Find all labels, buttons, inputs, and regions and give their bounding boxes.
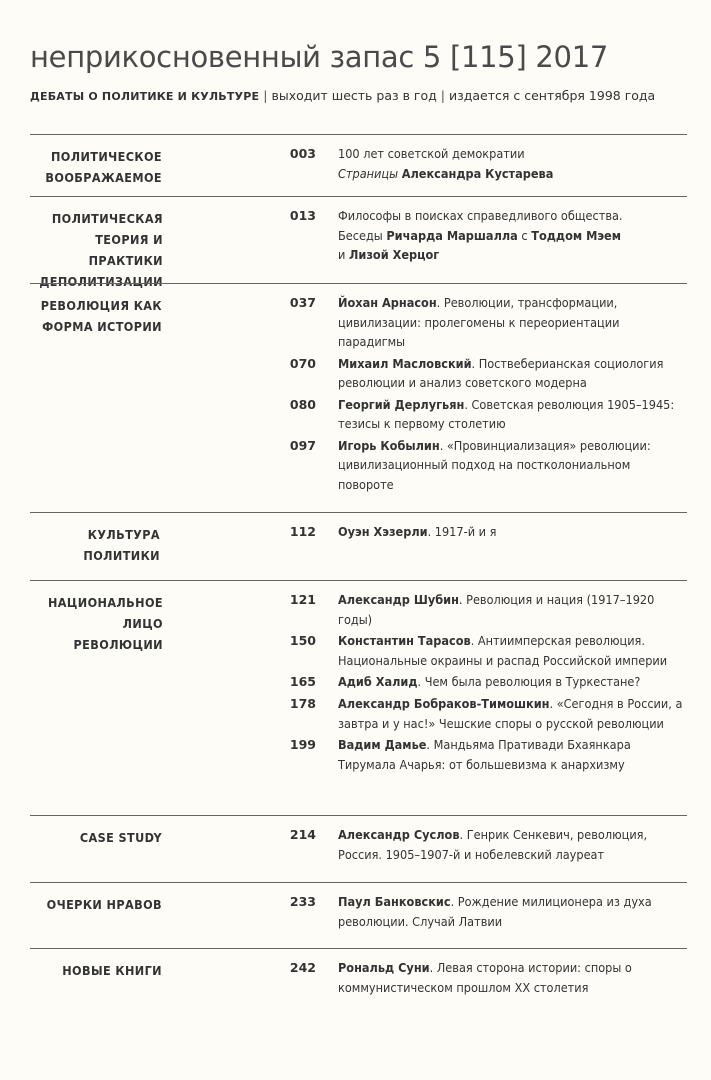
- entry-author: Александр Суслов: [338, 827, 460, 842]
- entry-title: 100 лет советской демократии: [338, 146, 525, 161]
- page-number: 112: [289, 524, 316, 539]
- entry-text: [338, 293, 687, 352]
- page-number: 070: [289, 355, 316, 371]
- entry-title: . Поствеберианская социология революции и анализ советского модерна: [338, 355, 664, 390]
- toc-entry[interactable]: [30, 293, 687, 352]
- entry-title: . 1917-й и я: [427, 524, 497, 539]
- toc-section: [30, 815, 687, 882]
- entry-author: Рональд Суни: [338, 960, 430, 975]
- entry-author: Ричарда Маршалла: [386, 227, 518, 243]
- entry-italic: Страницы: [338, 165, 399, 181]
- page-number: 013: [289, 208, 316, 223]
- toc-entry[interactable]: [30, 672, 687, 692]
- page-number: 097: [289, 437, 316, 453]
- entry-title: . «Провинциализация» революции: цивилизационный подход на постколониальном повороте: [338, 437, 651, 492]
- entry-title: . Мандьяма Пративади Бхаянкара Тирумала Ачарья: от большевизма к анархизму: [338, 737, 631, 772]
- entry-author: Паул Банковскис: [338, 894, 451, 909]
- entry-author: Вадим Дамье: [338, 737, 427, 752]
- entry-text: [338, 892, 687, 931]
- subtitle-frequency: выходит шесть раз в год: [271, 88, 437, 103]
- page-number: 214: [289, 827, 316, 842]
- entry-text: [338, 694, 687, 733]
- subtitle-tagline: ДЕБАТЫ О ПОЛИТИКЕ И КУЛЬТУРЕ: [30, 90, 260, 103]
- entry-author: Александр Шубин: [338, 592, 459, 607]
- subtitle-separator: |: [263, 88, 268, 103]
- toc-entry[interactable]: [30, 436, 687, 495]
- entry-author: Георгий Дерлугьян: [338, 396, 465, 412]
- entry-author: Константин Тарасов: [338, 633, 471, 648]
- entry-author: Игорь Кобылин: [338, 437, 440, 453]
- page-number: 121: [289, 592, 316, 607]
- entry-text: [338, 395, 687, 434]
- entry-title: . «Сегодня в России, а завтра и у нас!» Чешские споры о русской революции: [338, 696, 683, 731]
- toc-entry[interactable]: [30, 694, 687, 733]
- entry-author: Йохан Арнасон: [338, 295, 437, 310]
- entry-text: [338, 958, 687, 997]
- entry-conjunction: с: [521, 227, 528, 243]
- section-title: ПОЛИТИЧЕСКОЕ ВООБРАЖАЕМОЕ: [45, 149, 162, 185]
- entry-title: . Генрик Сенкевич, революция, Россия. 1905–1907-й и нобелевский лауреат: [338, 827, 648, 862]
- entry-title: . Левая сторона истории: споры о коммунистическом прошлом XX столетия: [338, 960, 632, 995]
- entry-text: [338, 206, 687, 265]
- toc-entry[interactable]: [30, 958, 687, 997]
- entry-author: Оуэн Хэзерли: [338, 524, 428, 539]
- table-of-contents: [30, 134, 687, 1008]
- section-title: ПОЛИТИЧЕСКАЯ ТЕОРИЯ И ПРАКТИКИ ДЕПОЛИТИЗАЦИИ: [39, 211, 163, 289]
- toc-entry[interactable]: [30, 590, 687, 629]
- toc-entry[interactable]: [30, 825, 687, 864]
- section-title: НОВЫЕ КНИГИ: [62, 963, 162, 978]
- section-title: ОЧЕРКИ НРАВОВ: [46, 897, 162, 912]
- section-title: НАЦИОНАЛЬНОЕ ЛИЦО РЕВОЛЮЦИИ: [48, 595, 163, 652]
- section-title: РЕВОЛЮЦИЯ КАК ФОРМА ИСТОРИИ: [40, 298, 162, 334]
- page-number: 150: [289, 633, 316, 648]
- page-number: 037: [289, 295, 316, 310]
- page-number: 165: [289, 674, 316, 689]
- entry-author: Адиб Халид: [338, 674, 418, 689]
- subtitle-separator: |: [440, 88, 445, 103]
- entry-text: [338, 735, 687, 774]
- entry-author: Тоддом Мэем: [531, 227, 622, 243]
- page-number: 199: [289, 737, 316, 752]
- toc-entry[interactable]: [30, 892, 687, 931]
- toc-section: [30, 580, 687, 815]
- entry-title: . Революции, трансформации, цивилизации: пролегомены к переориентации парадигмы: [338, 295, 620, 349]
- toc-entry[interactable]: [30, 206, 687, 265]
- entry-title: . Чем была революция в Туркестане?: [417, 674, 641, 689]
- toc-section: [30, 196, 687, 289]
- entry-author: Александр Бобраков-Тимошкин: [338, 696, 550, 711]
- entry-author: Михаил Масловский: [338, 355, 472, 371]
- toc-section: [30, 882, 687, 948]
- toc-section: [30, 948, 687, 1008]
- entry-author: Лизой Херцог: [348, 247, 440, 262]
- entry-title: . Советская революция 1905–1945: тезисы к первому столетию: [338, 396, 675, 431]
- page-number: 233: [289, 894, 316, 909]
- toc-entry[interactable]: [30, 395, 687, 434]
- page-number: 003: [289, 146, 316, 161]
- subtitle-since: издается с сентября 1998 года: [448, 88, 656, 103]
- toc-entry[interactable]: [30, 354, 687, 393]
- entry-text: [338, 672, 687, 692]
- entry-text: [338, 522, 687, 542]
- page-number: 242: [289, 960, 316, 975]
- entry-text: [338, 354, 687, 393]
- entry-text: [338, 144, 687, 183]
- entry-title: . Рождение милиционера из духа революции. Случай Латвии: [338, 894, 652, 929]
- entry-author: Александра Кустарева: [401, 165, 554, 181]
- toc-entry[interactable]: [30, 735, 687, 774]
- toc-entry[interactable]: [30, 144, 687, 183]
- section-title: CASE STUDY: [79, 830, 162, 845]
- entry-title: . Революция и нация (1917–1920 годы): [338, 592, 655, 627]
- entry-title: . Антиимперская революция. Национальные окраины и распад Российской империи: [338, 633, 668, 668]
- page-number: 178: [289, 696, 316, 711]
- entry-prefix: Беседы: [338, 227, 383, 243]
- toc-section: [30, 134, 687, 196]
- toc-entry[interactable]: [30, 631, 687, 670]
- entry-text: [338, 436, 687, 495]
- journal-title: неприкосновенный запас 5 [115] 2017: [30, 40, 608, 74]
- journal-subtitle: [30, 88, 655, 103]
- entry-text: [338, 631, 687, 670]
- toc-section: [30, 512, 687, 580]
- page-number: 080: [289, 396, 316, 412]
- entry-text: [338, 590, 687, 629]
- toc-section: [30, 283, 687, 512]
- entry-text: [338, 825, 687, 864]
- entry-title: Философы в поисках справедливого общества.: [338, 208, 623, 223]
- entry-conjunction: и: [338, 247, 346, 262]
- toc-entry[interactable]: [30, 522, 687, 542]
- section-title: КУЛЬТУРА ПОЛИТИКИ: [83, 527, 160, 563]
